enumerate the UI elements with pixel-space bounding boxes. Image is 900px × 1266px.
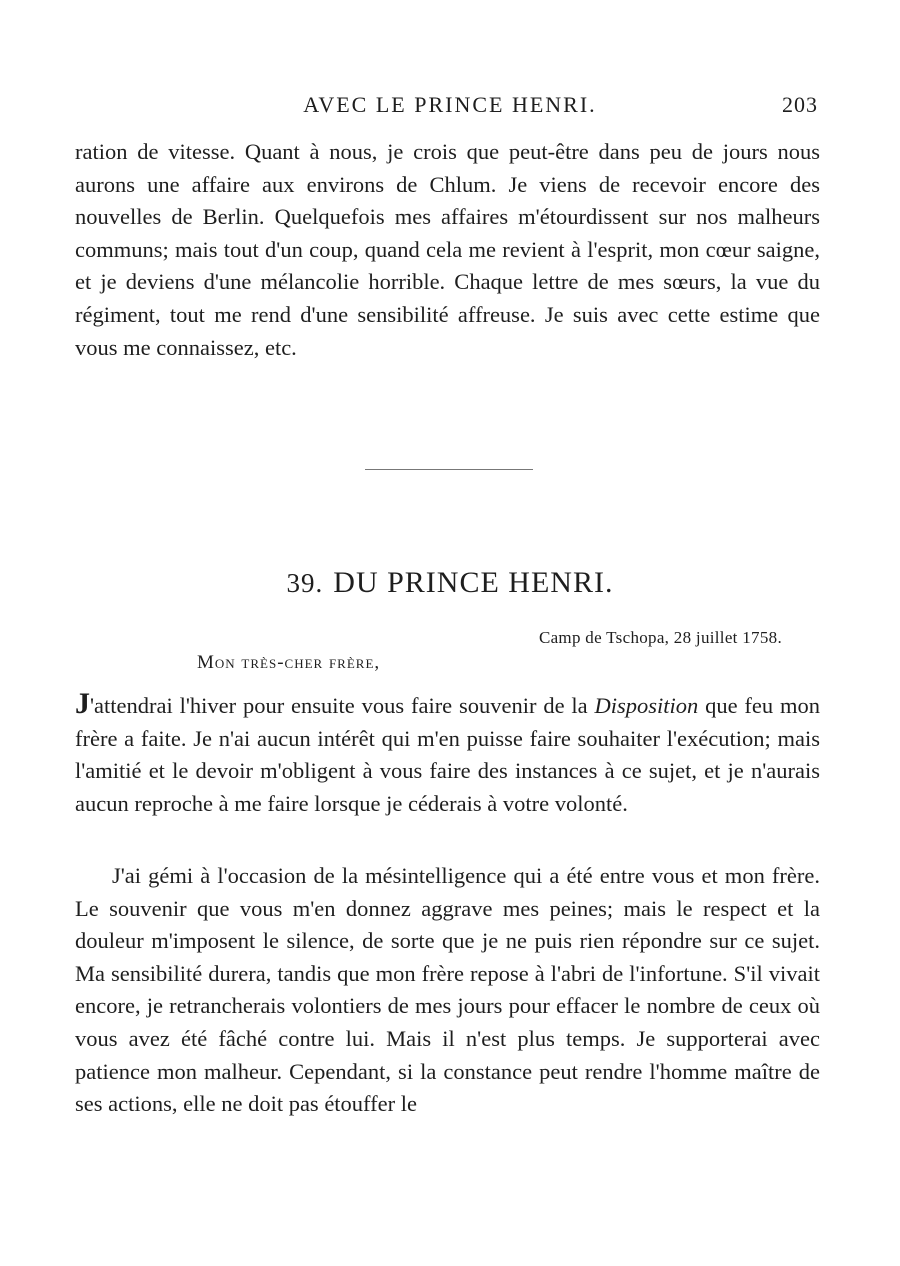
- running-title: AVEC LE PRINCE HENRI.: [303, 92, 597, 117]
- letter-dateline: Camp de Tschopa, 28 juillet 1758.: [538, 628, 782, 647]
- letter-heading: [0, 566, 900, 600]
- continuation-paragraph: ration de vitesse. Quant à nous, je crois que peut-être dans peu de jours nous aurons une affaire aux environs de Chlum. Je viens de recevoir encore des nouvelles de Berlin. Quelquefois mes affaires m'étourdissent sur nos malheurs communs; mais tout d'un coup, quand cela me revient à l'esprit, mon cœur saigne, et je deviens d'une mélancolie horrible. Chaque lettre de mes sœurs, la vue du régiment, tout me rend d'une sensibilité affreuse. Je suis avec cette estime que vous me connaissez, etc.: [75, 139, 820, 360]
- letter-paragraph-2: J'ai gémi à l'occasion de la mésintelligence qui a été entre vous et mon frère. Le souvenir que vous m'en donnez aggrave mes peines; mais le respect et la douleur m'imposent le silence, de sorte que je ne puis rien répondre sur ce sujet. Ma sensibilité durera, tandis que mon frère repose à l'abri de l'infortune. S'il vivait encore, je retrancherais volontiers de mes jours pour effacer le nombre de ceux où vous avez été fâché contre lui. Mais il n'est plus temps. Je supporterai avec patience mon malheur. Cependant, si la constance peut rendre l'homme maître de ses actions, elle ne doit pas étouffer le: [75, 863, 820, 1117]
- drop-cap: J: [75, 687, 90, 720]
- section-divider: [365, 469, 533, 470]
- letter-paragraph-1: [75, 687, 820, 820]
- paragraph-text-start: 'attendrai l'hiver pour ensuite vous faire souvenir de la: [90, 693, 595, 718]
- letter-number: 39.: [286, 568, 324, 598]
- letter-title: DU PRINCE HENRI.: [333, 566, 614, 599]
- page-number: 203: [782, 92, 818, 117]
- running-head: [0, 86, 900, 122]
- italic-term: Disposition: [594, 693, 699, 718]
- paragraph-text-end: que feu mon frère a faite. Je n'ai aucun intérêt qui m'en puisse faire souhaiter l'exécution; mais l'amitié et le devoir m'obligent à vous faire des instances à ce sujet, et je n'aurais aucun reproche à me faire lorsque je céderais à votre volonté.: [75, 693, 820, 816]
- letter-salutation: Mon très-cher frère,: [197, 652, 381, 673]
